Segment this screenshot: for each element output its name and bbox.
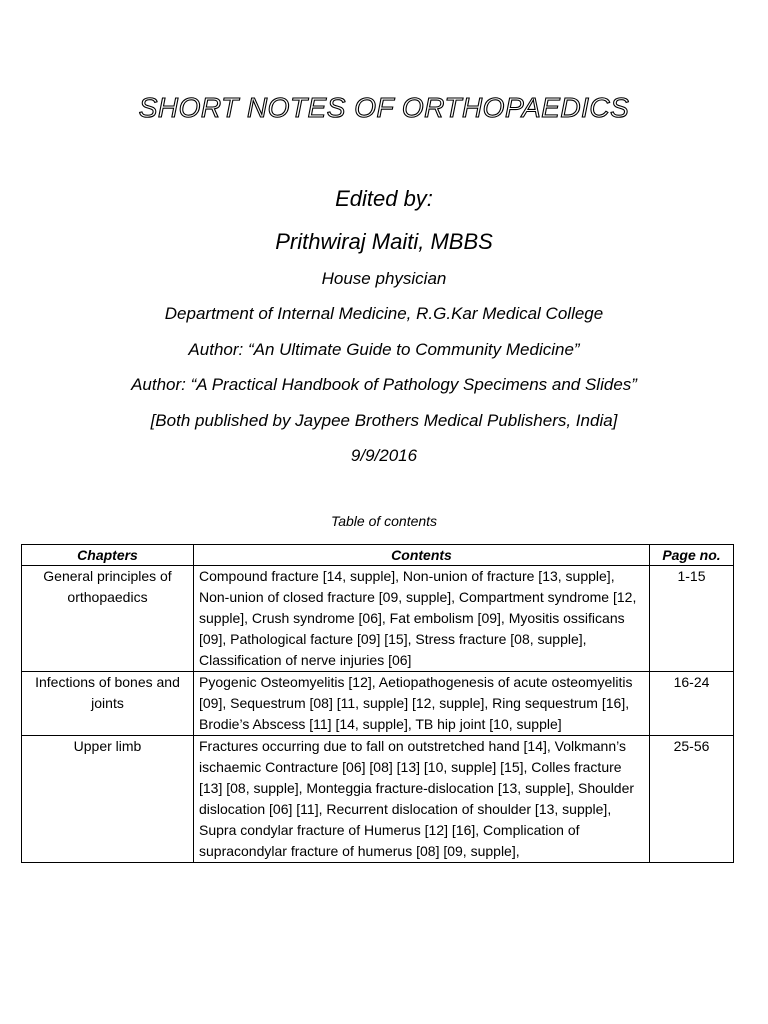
header-page-no: Page no. xyxy=(650,545,734,566)
header-contents: Contents xyxy=(194,545,650,566)
document-date: 9/9/2016 xyxy=(350,446,418,465)
table-row xyxy=(22,736,734,863)
table-row xyxy=(22,672,734,736)
author-credit-1: Author: “An Ultimate Guide to Community Medicine” xyxy=(188,340,580,359)
chapter-cell: General principles of orthopaedics xyxy=(22,566,194,672)
page-range-cell: 16-24 xyxy=(650,672,734,736)
edited-by-label: Edited by: xyxy=(335,186,433,211)
page-range-cell: 25-56 xyxy=(650,736,734,863)
contents-cell: Fractures occurring due to fall on outstretched hand [14], Volkmann’s ischaemic Contracture [06] [08] [13] [10, supple] [15], Colles fracture [13] [08, supple], Monteggia fracture-dislocation [13, supple], Shoulder dislocation [06] [11], Recurrent dislocation of shoulder [13, supple], Supra condylar fracture of Humerus [12] [16], Complication of supracondylar fracture of humerus [08] [09, supple], xyxy=(194,736,650,863)
contents-cell: Compound fracture [14, supple], Non-union of fracture [13, supple], Non-union of closed fracture [09, supple], Compartment syndrome [12, supple], Crush syndrome [06], Fat embolism [09], Myositis ossificans [09], Pathological facture [09] [15], Stress fracture [08, supple], Classification of nerve injuries [06] xyxy=(194,566,650,672)
publisher-note: [Both published by Jaypee Brothers Medical Publishers, India] xyxy=(150,411,618,430)
document-title: SHORT NOTES OF ORTHOPAEDICS xyxy=(138,92,630,123)
header-chapters: Chapters xyxy=(22,545,194,566)
editor-position: House physician xyxy=(321,269,447,288)
editor-name: Prithwiraj Maiti, MBBS xyxy=(275,229,493,254)
table-row xyxy=(22,566,734,672)
author-credit-2: Author: “A Practical Handbook of Pathology Specimens and Slides” xyxy=(131,375,637,394)
toc-caption: Table of contents xyxy=(330,513,438,529)
chapter-cell: Upper limb xyxy=(22,736,194,863)
toc-header-row xyxy=(22,545,734,566)
chapter-cell: Infections of bones and joints xyxy=(22,672,194,736)
table-of-contents xyxy=(21,544,734,863)
page-range-cell: 1-15 xyxy=(650,566,734,672)
editor-department: Department of Internal Medicine, R.G.Kar Medical College xyxy=(164,304,604,323)
contents-cell: Pyogenic Osteomyelitis [12], Aetiopathogenesis of acute osteomyelitis [09], Sequestrum [08] [11, supple] [12, supple], Ring sequestrum [16], Brodie’s Abscess [11] [14, supple], TB hip joint [10, supple] xyxy=(194,672,650,736)
